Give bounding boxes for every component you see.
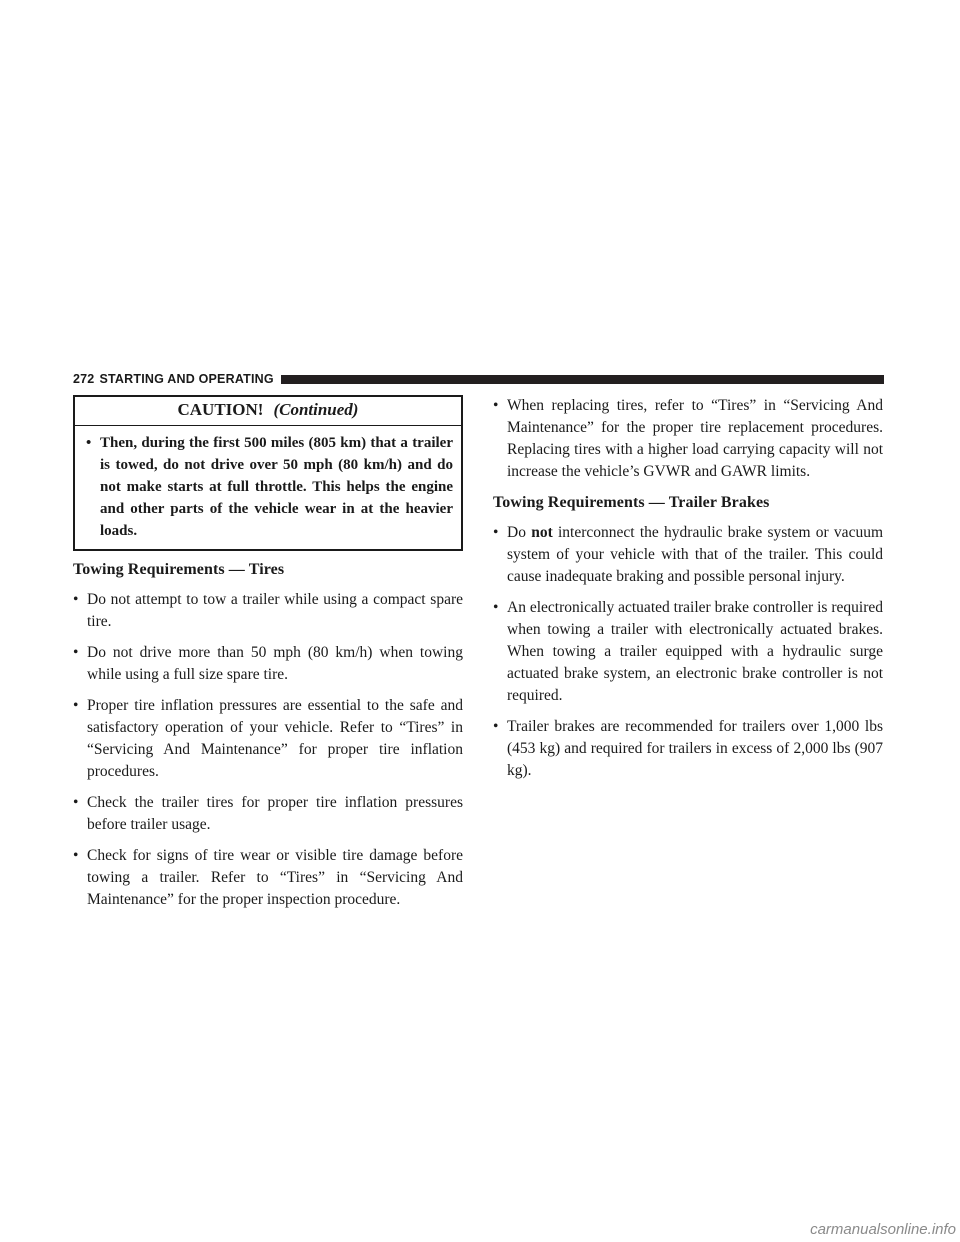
tires-item: [493, 395, 883, 483]
tires-item-text: Do not attempt to tow a trailer while using a compact spare tire.: [87, 591, 463, 630]
bullet-icon: •: [493, 524, 499, 541]
section-title: STARTING AND OPERATING: [99, 372, 274, 386]
tires-item-text: Check the trailer tires for proper tire inflation pressures before trailer usage.: [87, 794, 463, 833]
tires-item: [73, 792, 463, 836]
caution-item-text: Then, during the first 500 miles (805 km) that a trailer is towed, do not drive over 50 mph (80 km/h) and do not make starts at full throttle. This helps the engine and other parts of the vehicle wear in at the heavier loads.: [100, 435, 453, 539]
brakes-item-emphasis: not: [531, 524, 553, 541]
bullet-icon: •: [73, 847, 79, 864]
brakes-item-text: interconnect the hydraulic brake system or vacuum system of your vehicle with that of the trailer. This could cause inadequate braking and possible personal injury.: [507, 524, 884, 585]
bullet-icon: •: [73, 591, 79, 608]
tires-item-text: Check for signs of tire wear or visible tire damage before towing a trailer. Refer to “Tires” in “Servicing And Maintenance” for the proper inspection procedure.: [87, 847, 463, 908]
tires-item: [73, 589, 463, 633]
brakes-item-prefix: Do: [507, 524, 526, 541]
caution-box: [73, 395, 463, 551]
right-column: [493, 395, 883, 791]
bullet-icon: •: [73, 697, 79, 714]
tires-heading: Towing Requirements — Tires: [73, 561, 285, 578]
bullet-icon: •: [73, 644, 79, 661]
caution-header: [75, 397, 461, 426]
tires-item: [73, 695, 463, 783]
bullet-icon: •: [73, 794, 79, 811]
tires-item-text: When replacing tires, refer to “Tires” in “Servicing And Maintenance” for the proper tire replacement procedures. Replacing tires with a higher load carrying capacity will not increase the vehicle’s GVWR and GAWR limits.: [507, 397, 883, 480]
caution-continued: (Continued): [273, 400, 359, 419]
page-number: 272: [73, 372, 95, 386]
brakes-item: [493, 522, 883, 588]
tires-item: [73, 845, 463, 911]
page-header: [73, 371, 884, 387]
caution-title: CAUTION!: [177, 400, 264, 419]
caution-item: [86, 432, 453, 542]
tires-item-text: Do not drive more than 50 mph (80 km/h) when towing while using a full size spare tire.: [87, 644, 463, 683]
brakes-item: [493, 716, 883, 782]
brakes-item-text: Trailer brakes are recommended for trailers over 1,000 lbs (453 kg) and required for trailers in excess of 2,000 lbs (907 kg).: [507, 718, 883, 779]
header-rule: [281, 375, 884, 384]
bullet-icon: •: [86, 435, 92, 451]
caution-body: [75, 426, 461, 549]
brakes-item: [493, 597, 883, 707]
bullet-icon: •: [493, 718, 499, 735]
bullet-icon: •: [493, 599, 499, 616]
brakes-heading: Towing Requirements — Trailer Brakes: [493, 494, 770, 511]
tires-item-text: Proper tire inflation pressures are essential to the safe and satisfactory operation of your vehicle. Refer to “Tires” in “Servicing And Maintenance” for proper tire inflation procedures.: [87, 697, 463, 780]
brakes-item-text: An electronically actuated trailer brake controller is required when towing a trailer with electronically actuated brakes. When towing a trailer equipped with a hydraulic surge actuated brake system, an electronic brake controller is not required.: [507, 599, 883, 704]
bullet-icon: •: [493, 397, 499, 414]
left-column: [73, 395, 463, 920]
watermark: carmanualsonline.info: [810, 1221, 956, 1238]
tires-item: [73, 642, 463, 686]
